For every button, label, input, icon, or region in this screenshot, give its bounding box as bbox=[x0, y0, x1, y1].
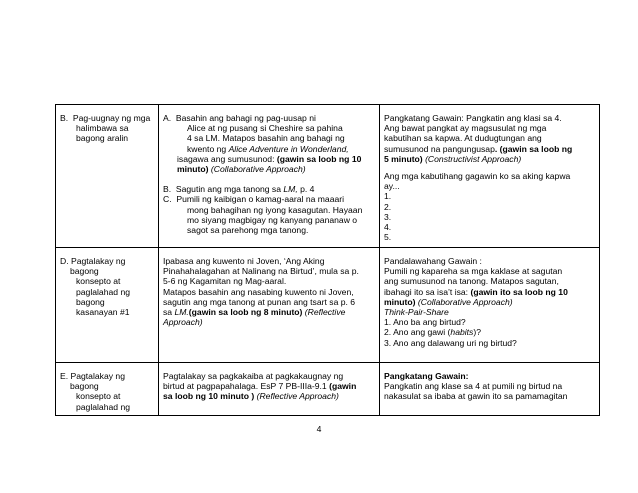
group-text: Pangkatang Gawain: Pangkatin ang klasi sa 4. bbox=[384, 113, 562, 123]
activity-text: sagot sa parehong mga tanong. bbox=[187, 225, 309, 236]
lesson-plan-table bbox=[55, 104, 600, 416]
pair-text: Pumili ng kapareha sa mga kaklase at sagutan bbox=[384, 266, 563, 277]
group-text: Pangkatin ang klase sa 4 at pumili ng birtud na bbox=[384, 381, 563, 392]
pair-text: ang sumusunod na tanong. Matapos sagutan, bbox=[384, 276, 559, 287]
row-e-activity-cell bbox=[159, 363, 380, 416]
row-d-label-cell bbox=[56, 248, 159, 363]
table-row bbox=[56, 363, 600, 416]
row-label-line: D. Pagtalakay ng bagong bbox=[60, 256, 126, 277]
row-d-activity-cell bbox=[159, 248, 380, 363]
group-text: 5 minuto) (Constructivist Approach) bbox=[384, 153, 522, 164]
group-text: Ang mga kabutihang gagawin ko sa aking kapwa bbox=[384, 171, 571, 182]
row-label-line: B. Pag-uugnay ng mga bbox=[60, 113, 151, 123]
activity-text: sa loob ng 10 minuto ) (Reflective Approach) bbox=[163, 391, 339, 402]
group-title: Pangkatang Gawain: bbox=[384, 371, 469, 381]
page-number: 4 bbox=[316, 424, 322, 434]
row-b-label-cell bbox=[56, 105, 159, 248]
row-e-label-cell bbox=[56, 363, 159, 416]
row-e-group-cell bbox=[380, 363, 600, 416]
activity-text: isagawa ang sumusunod: (gawin sa loob ng 10 bbox=[177, 153, 362, 164]
group-text: ay... bbox=[384, 181, 400, 192]
question-item: 3. Ano ang dalawang uri ng birtud? bbox=[384, 337, 517, 348]
group-text: Ang bawat pangkat ay magsusulat ng mga bbox=[384, 123, 547, 134]
row-b-activity-cell bbox=[159, 105, 380, 248]
activity-text: Alice at ng pusang si Cheshire sa pahina bbox=[187, 123, 343, 134]
activity-text: kwento ng Alice Adventure in Wonderland, bbox=[187, 143, 349, 154]
group-text: kabutihan sa kapwa. At dudugtungan ang bbox=[384, 133, 542, 144]
list-item: 4. bbox=[384, 222, 392, 233]
activity-text: Approach) bbox=[163, 317, 203, 328]
pair-text: minuto) (Collaborative Approach) bbox=[384, 296, 513, 307]
activity-text: Ipabasa ang kuwento ni Joven, ‘Ang Aking bbox=[163, 256, 325, 266]
row-b-group-cell bbox=[380, 105, 600, 248]
row-label-line: kasanayan #1 bbox=[76, 307, 130, 318]
group-text: sumusunod na pangungusap. (gawin sa loob ng bbox=[384, 143, 573, 154]
list-item: 5. bbox=[384, 232, 392, 243]
activity-text: A. Basahin ang bahagi ng pag-uusap ni bbox=[163, 113, 316, 123]
activity-text: Matapos basahin ang nasabing kuwento ni Joven, bbox=[163, 286, 354, 297]
pair-text: Think-Pair-Share bbox=[384, 307, 449, 318]
activity-text: 5-6 ng Kagamitan ng Mag-aaral. bbox=[163, 276, 287, 287]
activity-text: 4 sa LM. Matapos basahin ang bahagi ng bbox=[187, 133, 345, 144]
list-item: 2. bbox=[384, 201, 392, 212]
row-label-line: paglalahad ng bbox=[76, 401, 131, 412]
row-label-line: halimbawa sa bbox=[76, 123, 129, 134]
row-label-line: paglalahad ng bagong bbox=[76, 286, 131, 307]
activity-text: C. Pumili ng kaibigan o kamag-aaral na maaari bbox=[163, 194, 345, 205]
pair-text: Pandalawahang Gawain : bbox=[384, 256, 482, 266]
row-label-line: E. Pagtalakay ng bagong bbox=[60, 371, 125, 392]
activity-text: Pagtalakay sa pagkakaiba at pagkakaugnay ng bbox=[163, 371, 344, 381]
row-label-line: bagong aralin bbox=[76, 133, 129, 144]
activity-text: sagutin ang mga tanong at punan ang tsart sa p. 6 bbox=[163, 296, 356, 307]
activity-text: sa LM.(gawin sa loob ng 8 minuto) (Reflective bbox=[163, 307, 346, 318]
table-row bbox=[56, 105, 600, 248]
question-item: 1. Ano ba ang birtud? bbox=[384, 317, 466, 328]
activity-text: Pinahahalagahan at Nalinang na Birtud’, mula sa p. bbox=[163, 266, 359, 277]
activity-text: B. Sagutin ang mga tanong sa LM, p. 4 bbox=[163, 184, 315, 195]
row-label-line: konsepto at bbox=[76, 391, 121, 402]
list-item: 3. bbox=[384, 211, 392, 222]
activity-text: birtud at pagpapahalaga. EsP 7 PB-IIIa-9.1 (gawin bbox=[163, 381, 357, 392]
table-row bbox=[56, 248, 600, 363]
row-label-line: konsepto at bbox=[76, 276, 121, 287]
row-d-pair-cell bbox=[380, 248, 600, 363]
activity-text: mo siyang magbigay ng kanyang pananaw o bbox=[187, 214, 358, 225]
group-text: nakasulat sa ibaba at gawin ito sa pamamagitan bbox=[384, 391, 568, 402]
question-item: 2. Ano ang gawi (habits)? bbox=[384, 327, 482, 338]
list-item: 1. bbox=[384, 191, 392, 202]
activity-text: minuto) (Collaborative Approach) bbox=[177, 164, 306, 175]
activity-text: mong bahagihan ng iyong kasagutan. Hayaan bbox=[187, 204, 363, 215]
pair-text: ibahagi ito sa isa’t isa: (gawin ito sa loob ng 10 bbox=[384, 286, 568, 297]
